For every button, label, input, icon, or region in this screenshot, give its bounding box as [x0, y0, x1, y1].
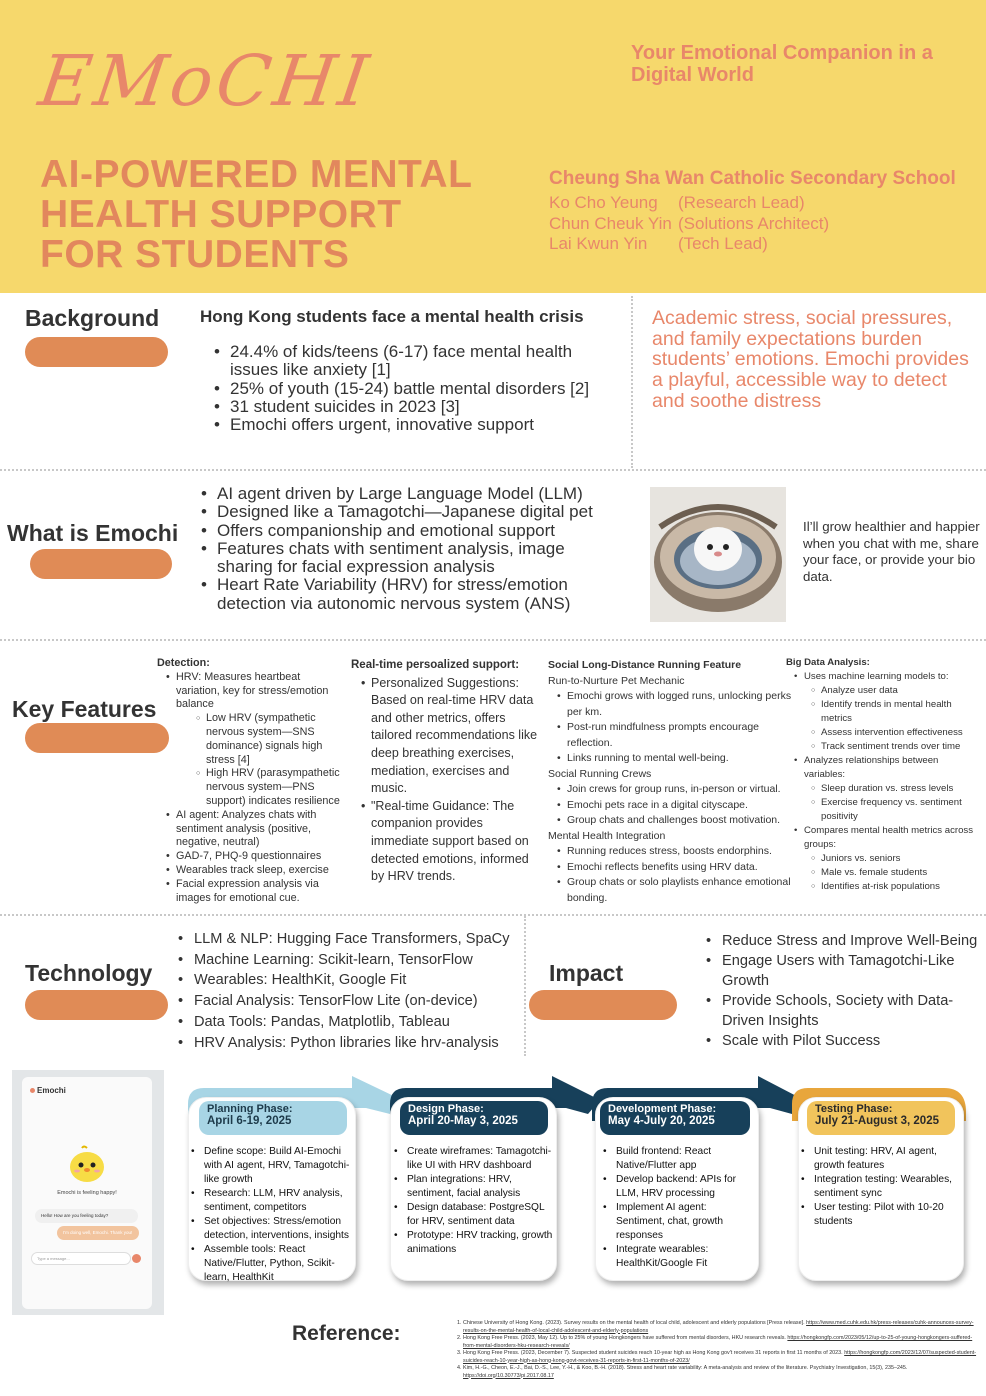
sub-list	[176, 712, 345, 809]
reference-text: Hong Kong Free Press. (2023, May 12). Up to 25% of young Hongkongers have suffered from mental disorders, HKU research reveals.	[463, 1335, 788, 1341]
list-item: • Assemble tools: React Native/Flutter, Python, Scikit-learn, HealthKit	[191, 1243, 354, 1285]
member-role: (Solutions Architect)	[678, 213, 830, 233]
list-item: • HRV Analysis: Python libraries like hrv-analysis	[178, 1033, 523, 1054]
technology-title: Technology	[25, 960, 153, 986]
member-name: Lai Kwun Yin	[549, 234, 648, 253]
list-item: • Post-run mindfulness prompts encourage reflection.	[557, 720, 796, 751]
impact-pill	[529, 990, 677, 1020]
phone-mockup	[22, 1077, 152, 1309]
chat-bubble-bot: I'm doing well, Emochi. Thank you!	[57, 1226, 139, 1240]
list-item: • "Real-time Guidance: The companion provides immediate support based on detected emotions, informed by HRV trends.	[361, 798, 541, 886]
list-item: • Develop backend: APIs for LLM, HRV processing	[603, 1173, 755, 1201]
list-item: • Data Tools: Pandas, Matplotlib, Tableau	[178, 1012, 523, 1033]
reference-link[interactable]: https://www.med.cuhk.edu.hk/press-releases/cuhk-announces-survey-results-on-the-mental-health-of-local-child-adolescent-and-elderly-populations	[463, 1320, 974, 1334]
list-item: • Scale with Pilot Success	[706, 1031, 981, 1051]
list-item: • Emochi offers urgent, innovative support	[214, 416, 614, 434]
list-item: • Provide Schools, Society with Data-Driven Insights	[706, 991, 981, 1031]
list-item: • Join crews for group runs, in-person or virtual.	[557, 782, 796, 798]
realtime-column	[351, 657, 541, 886]
reference-item	[463, 1335, 977, 1350]
sub-item: ○ Exercise frequency vs. sentiment positivity	[811, 796, 981, 824]
list-item: • Group chats or solo playlists enhance emotional bonding.	[557, 875, 796, 906]
list-item: • Facial expression analysis via images for emotional cue.	[166, 878, 345, 906]
impact-bullets	[706, 931, 981, 1051]
list-item: • Machine Learning: Scikit-learn, TensorFlow	[178, 950, 523, 971]
background-title: Background	[25, 305, 160, 331]
sub-item: ○ Assess intervention effectiveness	[811, 726, 981, 740]
list-item: • Wearables track sleep, exercise	[166, 864, 345, 878]
realtime-list	[351, 675, 541, 886]
app-name: Emochi	[37, 1086, 66, 1095]
app-logo-icon	[30, 1088, 35, 1093]
column-heading: Social Long-Distance Running Feature	[548, 659, 742, 671]
title-line: AI-POWERED MENTAL	[40, 153, 473, 196]
list-item: • Plan integrations: HRV, sentiment, facial analysis	[394, 1173, 554, 1201]
poster-header	[0, 0, 986, 293]
list-item: • Personalized Suggestions: Based on real-time HRV data and other metrics, offers tailored recommendations like deep breathing exercises, mediation, exercises and music.	[361, 675, 541, 798]
list-item: • Facial Analysis: TensorFlow Lite (on-device)	[178, 991, 523, 1012]
sub-item: ○ Track sentiment trends over time	[811, 740, 981, 754]
list-item: • 24.4% of kids/teens (6-17) face mental health issues like anxiety [1]	[214, 343, 614, 380]
reference-item	[463, 1365, 977, 1380]
phase-tab-planning	[199, 1101, 347, 1135]
list-item: • Prototype: HRV tracking, growth animations	[394, 1229, 554, 1257]
column-heading: Detection:	[157, 657, 210, 669]
reference-link[interactable]: https://hongkongfp.com/2023/12/07/suspected-student-suicides-reach-10-year-high-as-hong-kong-govt-receives-31-reports-in-first-11-months-of-2023/	[463, 1350, 977, 1364]
column-heading: Real-time persoalized support:	[351, 659, 520, 671]
phase-date: July 21-August 3, 2025	[815, 1115, 939, 1127]
divider	[0, 469, 986, 471]
list-item: • Heart Rate Variability (HRV) for stress/emotion detection via autonomic nervous system (ANS)	[201, 576, 621, 613]
list-item-text: Analyzes relationships between variables:	[804, 755, 939, 780]
references-title: Reference:	[292, 1322, 401, 1345]
phase-tab-design	[400, 1101, 548, 1135]
list-item: • Running reduces stress, boosts endorphins.	[557, 844, 796, 860]
list-item-text: HRV: Measures heartbeat variation, key for stress/emotion balance	[176, 670, 329, 711]
key-features-title: Key Features	[12, 696, 157, 722]
sub-item: ○ Identifies at-risk populations	[811, 880, 981, 894]
list-item: • Offers companionship and emotional support	[201, 522, 621, 540]
running-list	[548, 844, 796, 906]
list-item: • Unit testing: HRV, AI agent, growth features	[801, 1145, 961, 1173]
technology-pill	[25, 990, 168, 1020]
bigdata-column	[786, 656, 981, 894]
app-header	[30, 1086, 66, 1095]
team-member	[549, 193, 829, 214]
list-item	[166, 671, 345, 809]
phase-name: Testing Phase:	[815, 1103, 893, 1115]
list-item-text: Compares mental health metrics across groups:	[804, 825, 974, 850]
phase-list-design	[394, 1145, 554, 1257]
title-line: HEALTH SUPPORT	[40, 193, 402, 236]
list-item: • Engage Users with Tamagotchi-Like Growth	[706, 951, 981, 991]
sub-item: ○ Analyze user data	[811, 684, 981, 698]
list-item: • LLM & NLP: Hugging Face Transformers, SpaCy	[178, 929, 523, 950]
group-label: Run-to-Nurture Pet Mechanic	[548, 674, 685, 687]
list-item: • Define scope: Build AI-Emochi with AI agent, HRV, Tamagotchi-like growth	[191, 1145, 354, 1187]
running-list	[548, 689, 796, 767]
list-item: • Create wireframes: Tamagotchi-like UI with HRV dashboard	[394, 1145, 554, 1173]
list-item: • Build frontend: React Native/Flutter app	[603, 1145, 755, 1173]
list-item: • Features chats with sentiment analysis, image sharing for facial expression analysis	[201, 540, 621, 577]
reference-link[interactable]: https://hongkongfp.com/2023/05/12/up-to-25-of-young-hongkongers-suffered-from-mental-disorders-hku-research-reveals/	[463, 1335, 973, 1349]
list-item: • Integration testing: Wearables, sentiment sync	[801, 1173, 961, 1201]
background-quote: Academic stress, social pressures, and family expectations burden students’ emotions. Emochi provides a playful, accessible way to detect and soothe distress	[652, 307, 969, 412]
what-is-pill	[30, 549, 172, 579]
divider	[524, 916, 526, 1056]
message-input[interactable]: Type a message...	[31, 1252, 131, 1265]
member-role: (Research Lead)	[678, 193, 805, 212]
references-list	[457, 1320, 977, 1380]
team-member	[549, 214, 829, 235]
running-column	[548, 658, 796, 906]
list-item: • Design database: PostgreSQL for HRV, sentiment data	[394, 1201, 554, 1229]
phase-date: May 4-July 20, 2025	[608, 1115, 715, 1127]
list-item: • Set objectives: Stress/emotion detection, interventions, insights	[191, 1215, 354, 1243]
list-item	[794, 670, 981, 754]
column-heading: Big Data Analysis:	[786, 657, 870, 668]
running-list	[548, 782, 796, 829]
divider	[0, 914, 986, 916]
detection-list	[157, 671, 345, 906]
list-item: • Emochi reflects benefits using HRV data.	[557, 860, 796, 876]
impact-title: Impact	[549, 960, 624, 986]
reference-text: Hong Kong Free Press. (2023, December 7). Suspected student suicides reach 10-year high as Hong Kong gov't receives 31 reports in first 11 months of 2023.	[463, 1350, 845, 1356]
list-item: • User testing: Pilot with 10-20 students	[801, 1201, 961, 1229]
list-item	[794, 824, 981, 894]
reference-item	[463, 1320, 977, 1335]
member-role: (Tech Lead)	[678, 234, 768, 253]
detection-column	[157, 657, 345, 905]
list-item: • Links running to mental well-being.	[557, 751, 796, 767]
phase-date: April 20-May 3, 2025	[408, 1115, 518, 1127]
tagline: Your Emotional Companion in a Digital World	[631, 42, 933, 86]
member-name: Ko Cho Yeung	[549, 193, 658, 212]
divider	[631, 296, 633, 468]
list-item	[794, 754, 981, 824]
background-heading: Hong Kong students face a mental health crisis	[200, 307, 584, 326]
what-is-bullets	[201, 485, 621, 613]
pet-status: Emochi is feeling happy!	[57, 1190, 117, 1196]
bigdata-list	[786, 670, 981, 894]
list-item: • AI agent: Analyzes chats with sentiment analysis (positive, negative, neutral)	[166, 809, 345, 850]
team-members	[549, 193, 829, 255]
phase-name: Design Phase:	[408, 1103, 484, 1115]
divider	[0, 639, 986, 641]
list-item: • Wearables: HealthKit, Google Fit	[178, 970, 523, 991]
list-item: • Research: LLM, HRV analysis, sentiment, competitors	[191, 1187, 354, 1215]
technology-bullets	[178, 929, 523, 1053]
sub-list	[804, 852, 981, 894]
list-item: • Designed like a Tamagotchi—Japanese digital pet	[201, 503, 621, 521]
title-line: FOR STUDENTS	[40, 233, 350, 276]
group-label: Social Running Crews	[548, 767, 652, 780]
phase-tab-development	[600, 1101, 750, 1135]
list-item: • Group chats and challenges boost motivation.	[557, 813, 796, 829]
sub-list	[804, 782, 981, 824]
sub-item: ○ Low HRV (sympathetic nervous system—SNS dominance) signals high stress [4]	[196, 712, 345, 767]
list-item: • Reduce Stress and Improve Well-Being	[706, 931, 981, 951]
list-item: • Emochi grows with logged runs, unlocking perks per km.	[557, 689, 796, 720]
phase-list-testing	[801, 1145, 961, 1229]
phase-name: Development Phase:	[608, 1103, 717, 1115]
phase-list-planning	[191, 1145, 354, 1285]
phase-date: April 6-19, 2025	[207, 1115, 292, 1127]
sub-item: ○ High HRV (parasympathetic nervous system—PNS support) indicates resilience	[196, 767, 345, 808]
sub-item: ○ Sleep duration vs. stress levels	[811, 782, 981, 796]
reference-link[interactable]: https://doi.org/10.30773/pi.2017.08.17	[463, 1372, 554, 1379]
list-item-text: Uses machine learning models to:	[804, 671, 949, 682]
background-pill	[25, 337, 168, 367]
emochi-chick-icon	[67, 1145, 107, 1185]
list-item: • Emochi pets race in a digital cityscape.	[557, 798, 796, 814]
list-item: • GAD-7, PHQ-9 questionnaires	[166, 850, 345, 864]
what-is-title: What is Emochi	[7, 520, 179, 546]
group-label: Mental Health Integration	[548, 829, 666, 842]
background-bullets	[214, 343, 614, 434]
emochi-oyster-image	[650, 487, 786, 622]
sub-item: ○ Juniors vs. seniors	[811, 852, 981, 866]
sub-item: ○ Identify trends in mental health metrics	[811, 698, 981, 726]
emochi-speech: Il’ll grow healthier and happier when you chat with me, share your face, or provide your bio data.	[803, 519, 980, 585]
team-member	[549, 234, 829, 255]
reference-item	[463, 1350, 977, 1365]
reference-text: Kim, H.-G., Cheon, E.-J., Bai, D.-S., Lee, Y.-H., & Koo, B.-H. (2018). Stress and heart rate variability: A meta-analysis and review of the literature. Psychiatry Investigation, 15(3), 235–245.	[463, 1365, 908, 1371]
poster-title	[40, 155, 560, 275]
phase-tab-testing	[807, 1101, 955, 1135]
phase-name: Planning Phase:	[207, 1103, 293, 1115]
emochi-logo: EMoCHI	[34, 40, 377, 122]
member-name: Chun Cheuk Yin	[549, 213, 672, 233]
list-item: • Integrate wearables: HealthKit/Google Fit	[603, 1243, 755, 1271]
key-features-pill	[25, 723, 169, 753]
list-item: • 25% of youth (15-24) battle mental disorders [2]	[214, 380, 614, 398]
list-item: • Implement AI agent: Sentiment, chat, growth responses	[603, 1201, 755, 1243]
chat-bubble-user: Hello! How are you feeling today?	[35, 1209, 138, 1223]
list-item: • AI agent driven by Large Language Model (LLM)	[201, 485, 621, 503]
send-icon[interactable]	[132, 1254, 141, 1263]
school-name: Cheung Sha Wan Catholic Secondary School	[549, 168, 956, 189]
reference-text: Chinese University of Hong Kong. (2023). Survey results on the mental health of local child, adolescent and elderly populations [Press release].	[463, 1320, 807, 1326]
phase-list-development	[603, 1145, 755, 1271]
list-item: • 31 student suicides in 2023 [3]	[214, 398, 614, 416]
sub-list	[804, 684, 981, 754]
sub-item: ○ Male vs. female students	[811, 866, 981, 880]
